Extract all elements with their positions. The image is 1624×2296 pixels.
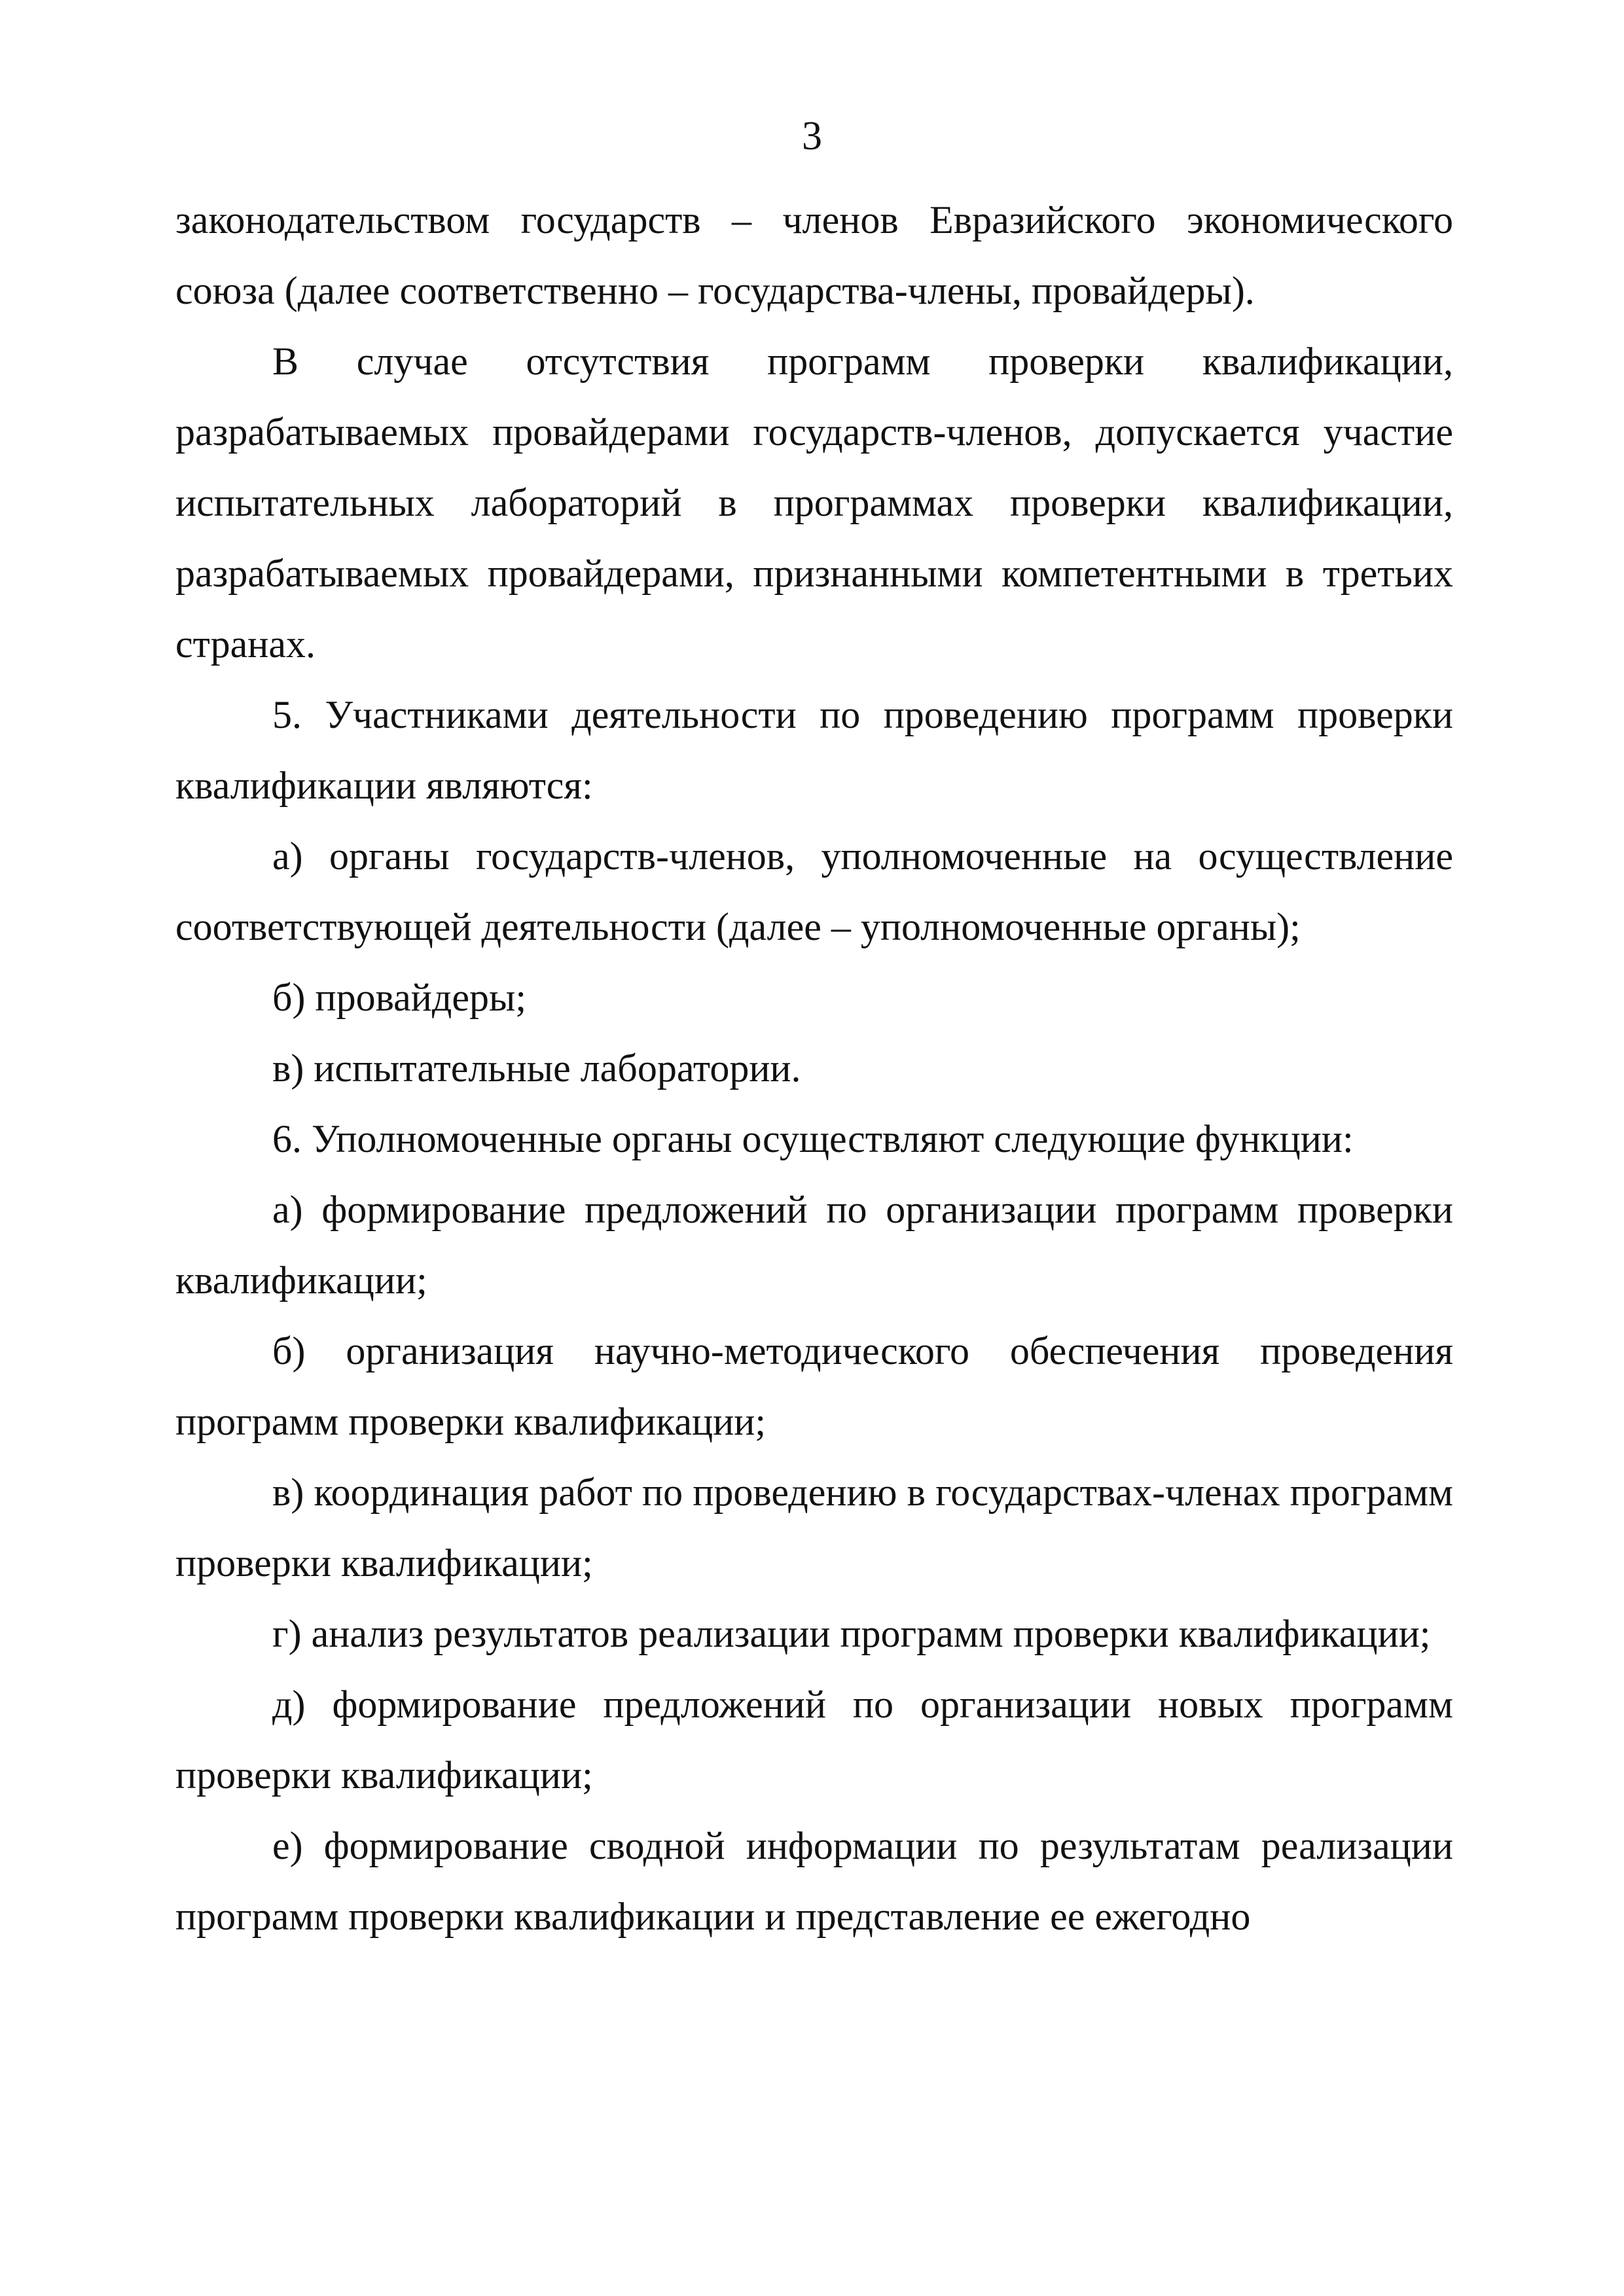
document-body — [175, 185, 1453, 1952]
paragraph-item-5: 5. Участниками деятельности по проведению программ проверки квалификации являются: — [175, 693, 1453, 807]
list-item-6a: а) формирование предложений по организации программ проверки квалификации; — [175, 1188, 1453, 1302]
list-item-6d: г) анализ результатов реализации программ проверки квалификации; — [272, 1612, 1431, 1655]
list-item-5a: а) органы государств-членов, уполномоченные на осуществление соответствующей деятельности (далее – уполномоченные органы); — [175, 834, 1453, 948]
paragraph-continuation: законодательством государств – членов Евразийского экономического союза (далее соответственно – государства-члены, провайдеры). — [175, 198, 1453, 312]
list-item-5b: б) провайдеры; — [272, 976, 527, 1019]
paragraph-item-6: 6. Уполномоченные органы осуществляют следующие функции: — [272, 1117, 1354, 1160]
paragraph-absence-of-programs: В случае отсутствия программ проверки квалификации, разрабатываемых провайдерами государств-членов, допускается участие испытательных лабораторий в программах проверки квалификации, разрабатываемых провайдерами, признанными компетентными в третьих странах. — [175, 340, 1453, 666]
list-item-6f: е) формирование сводной информации по результатам реализации программ проверки квалификации и представление ее ежегодно — [175, 1824, 1453, 1938]
list-item-6b: б) организация научно-методического обеспечения проведения программ проверки квалификации; — [175, 1329, 1453, 1443]
list-item-5c: в) испытательные лаборатории. — [272, 1047, 801, 1090]
page-number: 3 — [802, 114, 822, 158]
list-item-6c: в) координация работ по проведению в государствах-членах программ проверки квалификации; — [175, 1471, 1453, 1585]
list-item-6e: д) формирование предложений по организации новых программ проверки квалификации; — [175, 1683, 1453, 1797]
